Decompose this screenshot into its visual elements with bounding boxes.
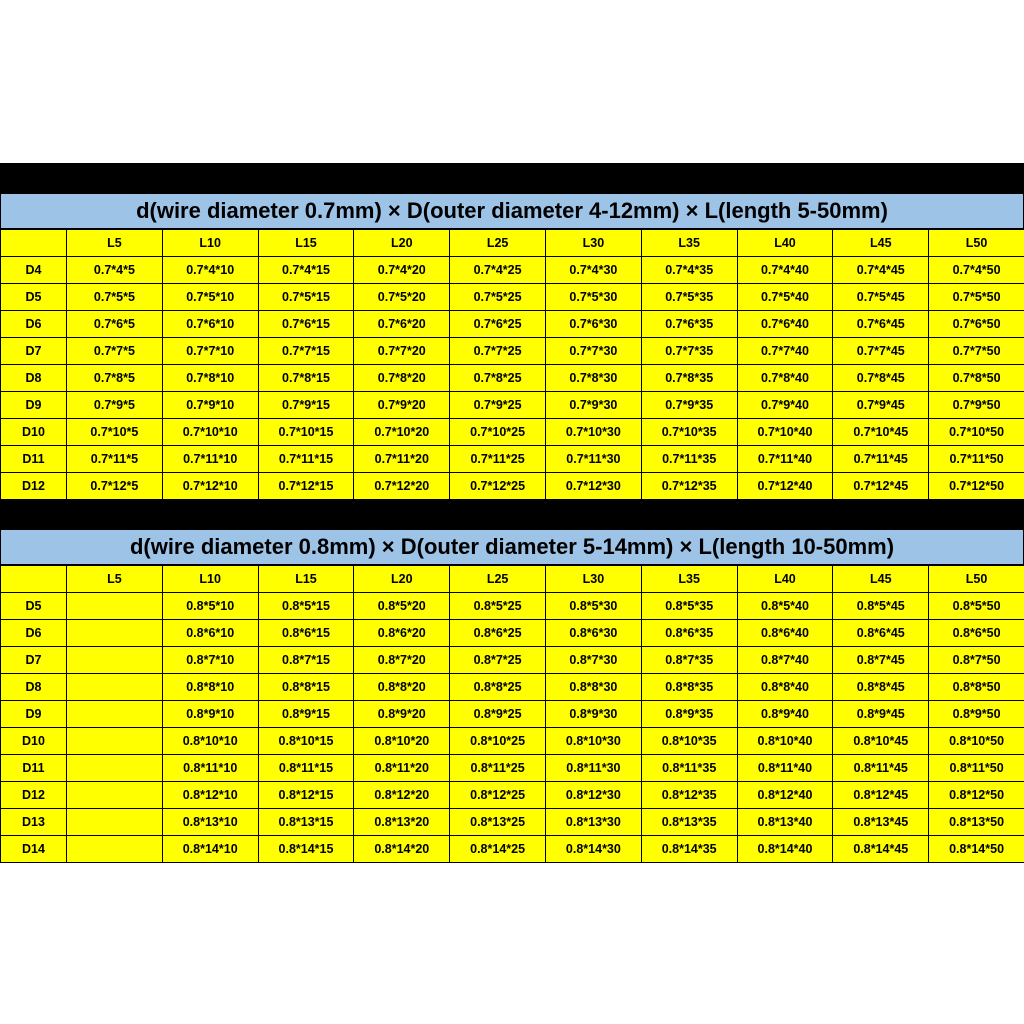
size-cell: [67, 809, 163, 836]
size-cell: 0.7*12*50: [929, 473, 1024, 500]
top-black-band: [0, 163, 1024, 193]
size-cell: 0.8*13*50: [929, 809, 1024, 836]
size-cell: 0.8*7*20: [354, 647, 450, 674]
size-cell: 0.8*8*50: [929, 674, 1024, 701]
size-cell: 0.7*4*25: [450, 257, 546, 284]
size-cell: 0.8*8*25: [450, 674, 546, 701]
table-title: d(wire diameter 0.7mm) × D(outer diameter 4-12mm) × L(length 5-50mm): [0, 193, 1024, 229]
table-row: [1, 782, 1024, 809]
size-cell: 0.8*12*35: [641, 782, 737, 809]
size-cell: 0.8*7*15: [258, 647, 354, 674]
size-cell: 0.7*4*20: [354, 257, 450, 284]
size-cell: 0.7*10*10: [162, 419, 258, 446]
size-cell: 0.7*6*10: [162, 311, 258, 338]
size-cell: 0.7*8*15: [258, 365, 354, 392]
size-cell: 0.8*14*15: [258, 836, 354, 863]
spring-size-table: [0, 565, 1024, 863]
row-header: D11: [1, 446, 67, 473]
table-row: [1, 419, 1024, 446]
row-header: D4: [1, 257, 67, 284]
size-cell: 0.8*13*15: [258, 809, 354, 836]
table-row: [1, 446, 1024, 473]
size-cell: 0.7*9*5: [67, 392, 163, 419]
size-cell: 0.7*11*30: [545, 446, 641, 473]
column-header: L50: [929, 230, 1024, 257]
size-cell: 0.8*9*35: [641, 701, 737, 728]
middle-black-band: [0, 499, 1024, 529]
size-cell: 0.7*11*40: [737, 446, 833, 473]
size-cell: 0.7*11*15: [258, 446, 354, 473]
table-row: [1, 674, 1024, 701]
size-cell: 0.7*9*15: [258, 392, 354, 419]
size-cell: 0.7*4*15: [258, 257, 354, 284]
size-cell: 0.8*14*45: [833, 836, 929, 863]
size-cell: 0.8*7*35: [641, 647, 737, 674]
size-cell: [67, 701, 163, 728]
size-cell: 0.8*5*30: [545, 593, 641, 620]
size-cell: 0.8*5*25: [450, 593, 546, 620]
size-cell: [67, 593, 163, 620]
column-header: L45: [833, 230, 929, 257]
size-cell: 0.8*14*10: [162, 836, 258, 863]
size-cell: 0.8*7*10: [162, 647, 258, 674]
column-header: L5: [67, 566, 163, 593]
size-cell: 0.7*9*20: [354, 392, 450, 419]
size-cell: 0.7*8*35: [641, 365, 737, 392]
size-cell: 0.7*4*35: [641, 257, 737, 284]
size-cell: 0.7*10*5: [67, 419, 163, 446]
size-cell: 0.7*11*10: [162, 446, 258, 473]
table-row: [1, 473, 1024, 500]
size-cell: 0.8*14*35: [641, 836, 737, 863]
size-cell: 0.7*7*5: [67, 338, 163, 365]
size-cell: 0.7*11*25: [450, 446, 546, 473]
size-cell: 0.7*9*35: [641, 392, 737, 419]
size-cell: 0.8*6*45: [833, 620, 929, 647]
size-cell: 0.8*7*50: [929, 647, 1024, 674]
size-cell: 0.7*6*20: [354, 311, 450, 338]
size-cell: 0.8*6*50: [929, 620, 1024, 647]
column-header: L25: [450, 230, 546, 257]
size-cell: 0.8*9*50: [929, 701, 1024, 728]
size-cell: 0.8*10*15: [258, 728, 354, 755]
size-cell: 0.7*12*15: [258, 473, 354, 500]
size-cell: [67, 782, 163, 809]
size-cell: 0.8*7*40: [737, 647, 833, 674]
size-cell: 0.7*5*20: [354, 284, 450, 311]
table-title: d(wire diameter 0.8mm) × D(outer diameter 5-14mm) × L(length 10-50mm): [0, 529, 1024, 565]
column-header: L20: [354, 230, 450, 257]
table-row: [1, 647, 1024, 674]
size-cell: [67, 755, 163, 782]
column-header: L40: [737, 566, 833, 593]
size-cell: 0.8*11*25: [450, 755, 546, 782]
size-cell: 0.7*9*45: [833, 392, 929, 419]
size-cell: 0.7*5*25: [450, 284, 546, 311]
table-section-0.8mm: [0, 529, 1024, 863]
size-cell: 0.7*5*45: [833, 284, 929, 311]
size-cell: 0.8*10*20: [354, 728, 450, 755]
size-cell: 0.8*10*40: [737, 728, 833, 755]
column-header: L5: [67, 230, 163, 257]
size-cell: 0.8*5*50: [929, 593, 1024, 620]
size-cell: 0.8*9*15: [258, 701, 354, 728]
table-row: [1, 593, 1024, 620]
corner-cell: [1, 230, 67, 257]
size-cell: 0.7*5*30: [545, 284, 641, 311]
size-cell: 0.7*9*40: [737, 392, 833, 419]
row-header: D8: [1, 365, 67, 392]
size-cell: 0.7*8*25: [450, 365, 546, 392]
size-cell: 0.8*11*15: [258, 755, 354, 782]
size-cell: 0.7*12*30: [545, 473, 641, 500]
corner-cell: [1, 566, 67, 593]
size-cell: 0.8*5*45: [833, 593, 929, 620]
size-cell: 0.8*12*15: [258, 782, 354, 809]
size-cell: 0.7*4*5: [67, 257, 163, 284]
table-row: [1, 338, 1024, 365]
size-cell: 0.8*9*40: [737, 701, 833, 728]
size-cell: 0.7*6*45: [833, 311, 929, 338]
size-cell: 0.7*12*35: [641, 473, 737, 500]
size-cell: 0.7*12*45: [833, 473, 929, 500]
size-cell: 0.7*5*35: [641, 284, 737, 311]
column-header: L50: [929, 566, 1024, 593]
size-cell: 0.7*11*5: [67, 446, 163, 473]
table-row: [1, 728, 1024, 755]
size-cell: 0.7*4*10: [162, 257, 258, 284]
size-cell: 0.7*6*40: [737, 311, 833, 338]
size-cell: 0.7*7*30: [545, 338, 641, 365]
size-cell: 0.7*5*40: [737, 284, 833, 311]
spring-size-table: [0, 229, 1024, 500]
size-cell: 0.8*12*10: [162, 782, 258, 809]
table-row: [1, 311, 1024, 338]
size-cell: 0.7*12*10: [162, 473, 258, 500]
size-cell: 0.7*8*10: [162, 365, 258, 392]
row-header: D14: [1, 836, 67, 863]
size-cell: 0.8*8*45: [833, 674, 929, 701]
size-cell: [67, 836, 163, 863]
row-header: D10: [1, 419, 67, 446]
column-header: L40: [737, 230, 833, 257]
size-cell: 0.8*13*25: [450, 809, 546, 836]
header-row: [1, 230, 1024, 257]
table-row: [1, 257, 1024, 284]
size-cell: 0.8*5*40: [737, 593, 833, 620]
size-cell: 0.7*6*15: [258, 311, 354, 338]
size-cell: 0.7*8*20: [354, 365, 450, 392]
row-header: D9: [1, 392, 67, 419]
table-row: [1, 701, 1024, 728]
size-cell: 0.7*10*15: [258, 419, 354, 446]
size-cell: 0.7*12*40: [737, 473, 833, 500]
size-cell: 0.7*7*45: [833, 338, 929, 365]
size-cell: 0.7*11*35: [641, 446, 737, 473]
column-header: L30: [545, 566, 641, 593]
size-cell: 0.8*11*10: [162, 755, 258, 782]
size-cell: 0.8*5*10: [162, 593, 258, 620]
size-cell: 0.8*13*20: [354, 809, 450, 836]
row-header: D5: [1, 284, 67, 311]
table-row: [1, 809, 1024, 836]
size-cell: 0.7*6*50: [929, 311, 1024, 338]
size-cell: 0.7*11*45: [833, 446, 929, 473]
size-cell: 0.8*12*40: [737, 782, 833, 809]
size-cell: 0.8*12*45: [833, 782, 929, 809]
size-cell: 0.7*10*20: [354, 419, 450, 446]
size-cell: [67, 728, 163, 755]
table-row: [1, 365, 1024, 392]
table-row: [1, 284, 1024, 311]
row-header: D7: [1, 338, 67, 365]
size-cell: 0.8*12*30: [545, 782, 641, 809]
size-cell: 0.8*6*10: [162, 620, 258, 647]
table-row: [1, 620, 1024, 647]
size-cell: 0.8*12*50: [929, 782, 1024, 809]
size-cell: 0.7*10*45: [833, 419, 929, 446]
size-cell: 0.7*10*40: [737, 419, 833, 446]
row-header: D6: [1, 311, 67, 338]
size-cell: 0.7*6*5: [67, 311, 163, 338]
column-header: L45: [833, 566, 929, 593]
size-cell: [67, 620, 163, 647]
size-cell: 0.7*4*30: [545, 257, 641, 284]
table-section-0.7mm: [0, 193, 1024, 500]
size-cell: 0.8*8*20: [354, 674, 450, 701]
size-cell: 0.7*9*25: [450, 392, 546, 419]
header-row: [1, 566, 1024, 593]
size-cell: 0.7*9*10: [162, 392, 258, 419]
row-header: D11: [1, 755, 67, 782]
size-cell: 0.8*9*30: [545, 701, 641, 728]
column-header: L15: [258, 566, 354, 593]
column-header: L10: [162, 566, 258, 593]
size-cell: 0.7*7*50: [929, 338, 1024, 365]
size-cell: 0.8*6*25: [450, 620, 546, 647]
size-cell: 0.8*7*45: [833, 647, 929, 674]
size-cell: 0.8*10*50: [929, 728, 1024, 755]
size-cell: 0.7*7*40: [737, 338, 833, 365]
size-cell: 0.7*8*30: [545, 365, 641, 392]
size-cell: 0.7*10*50: [929, 419, 1024, 446]
size-cell: 0.8*6*20: [354, 620, 450, 647]
row-header: D10: [1, 728, 67, 755]
size-cell: 0.7*5*5: [67, 284, 163, 311]
size-cell: 0.8*12*20: [354, 782, 450, 809]
size-cell: 0.8*6*30: [545, 620, 641, 647]
size-cell: 0.8*9*25: [450, 701, 546, 728]
table-row: [1, 755, 1024, 782]
size-cell: 0.7*12*25: [450, 473, 546, 500]
table-row: [1, 392, 1024, 419]
size-cell: 0.8*8*30: [545, 674, 641, 701]
column-header: L35: [641, 566, 737, 593]
size-cell: 0.7*11*50: [929, 446, 1024, 473]
size-cell: 0.7*7*15: [258, 338, 354, 365]
size-cell: 0.7*11*20: [354, 446, 450, 473]
size-cell: 0.7*9*50: [929, 392, 1024, 419]
size-cell: 0.8*13*30: [545, 809, 641, 836]
size-cell: 0.8*6*15: [258, 620, 354, 647]
size-cell: [67, 647, 163, 674]
size-cell: 0.7*5*10: [162, 284, 258, 311]
row-header: D9: [1, 701, 67, 728]
size-cell: 0.8*7*30: [545, 647, 641, 674]
size-cell: 0.7*10*35: [641, 419, 737, 446]
size-cell: 0.8*11*50: [929, 755, 1024, 782]
size-cell: 0.8*9*45: [833, 701, 929, 728]
size-cell: 0.8*14*30: [545, 836, 641, 863]
size-cell: 0.8*10*10: [162, 728, 258, 755]
row-header: D13: [1, 809, 67, 836]
row-header: D5: [1, 593, 67, 620]
size-cell: 0.7*12*20: [354, 473, 450, 500]
column-header: L25: [450, 566, 546, 593]
size-cell: 0.7*8*40: [737, 365, 833, 392]
size-cell: 0.7*6*30: [545, 311, 641, 338]
size-cell: 0.8*12*25: [450, 782, 546, 809]
size-cell: 0.7*4*45: [833, 257, 929, 284]
size-cell: 0.7*5*15: [258, 284, 354, 311]
size-cell: 0.8*11*45: [833, 755, 929, 782]
size-cell: 0.8*9*10: [162, 701, 258, 728]
size-cell: 0.7*12*5: [67, 473, 163, 500]
column-header: L20: [354, 566, 450, 593]
size-cell: 0.8*6*35: [641, 620, 737, 647]
size-cell: 0.8*10*25: [450, 728, 546, 755]
row-header: D6: [1, 620, 67, 647]
size-cell: 0.7*7*25: [450, 338, 546, 365]
size-cell: 0.8*5*15: [258, 593, 354, 620]
size-cell: 0.8*11*30: [545, 755, 641, 782]
size-cell: 0.8*13*45: [833, 809, 929, 836]
size-cell: 0.8*8*10: [162, 674, 258, 701]
size-cell: 0.7*6*25: [450, 311, 546, 338]
size-cell: 0.7*10*30: [545, 419, 641, 446]
size-cell: 0.8*5*20: [354, 593, 450, 620]
size-cell: 0.8*8*40: [737, 674, 833, 701]
column-header: L30: [545, 230, 641, 257]
size-cell: 0.7*8*50: [929, 365, 1024, 392]
size-cell: 0.8*8*35: [641, 674, 737, 701]
size-cell: 0.7*8*5: [67, 365, 163, 392]
column-header: L10: [162, 230, 258, 257]
size-cell: 0.8*14*40: [737, 836, 833, 863]
column-header: L15: [258, 230, 354, 257]
size-cell: 0.8*13*35: [641, 809, 737, 836]
size-cell: 0.7*4*50: [929, 257, 1024, 284]
size-cell: 0.8*11*35: [641, 755, 737, 782]
size-cell: 0.8*5*35: [641, 593, 737, 620]
size-cell: 0.8*13*10: [162, 809, 258, 836]
size-cell: 0.7*6*35: [641, 311, 737, 338]
table-row: [1, 836, 1024, 863]
row-header: D7: [1, 647, 67, 674]
size-cell: 0.7*10*25: [450, 419, 546, 446]
size-cell: 0.8*10*45: [833, 728, 929, 755]
size-cell: 0.7*4*40: [737, 257, 833, 284]
size-cell: [67, 674, 163, 701]
size-cell: 0.7*9*30: [545, 392, 641, 419]
column-header: L35: [641, 230, 737, 257]
size-cell: 0.8*13*40: [737, 809, 833, 836]
size-cell: 0.8*6*40: [737, 620, 833, 647]
size-cell: 0.8*9*20: [354, 701, 450, 728]
size-cell: 0.8*14*50: [929, 836, 1024, 863]
size-cell: 0.8*11*20: [354, 755, 450, 782]
size-cell: 0.7*7*35: [641, 338, 737, 365]
size-cell: 0.8*11*40: [737, 755, 833, 782]
row-header: D8: [1, 674, 67, 701]
size-cell: 0.8*10*30: [545, 728, 641, 755]
size-cell: 0.8*14*25: [450, 836, 546, 863]
size-cell: 0.7*5*50: [929, 284, 1024, 311]
size-cell: 0.8*7*25: [450, 647, 546, 674]
row-header: D12: [1, 782, 67, 809]
size-cell: 0.7*7*10: [162, 338, 258, 365]
size-cell: 0.7*7*20: [354, 338, 450, 365]
size-cell: 0.8*14*20: [354, 836, 450, 863]
size-cell: 0.7*8*45: [833, 365, 929, 392]
row-header: D12: [1, 473, 67, 500]
size-cell: 0.8*8*15: [258, 674, 354, 701]
size-cell: 0.8*10*35: [641, 728, 737, 755]
